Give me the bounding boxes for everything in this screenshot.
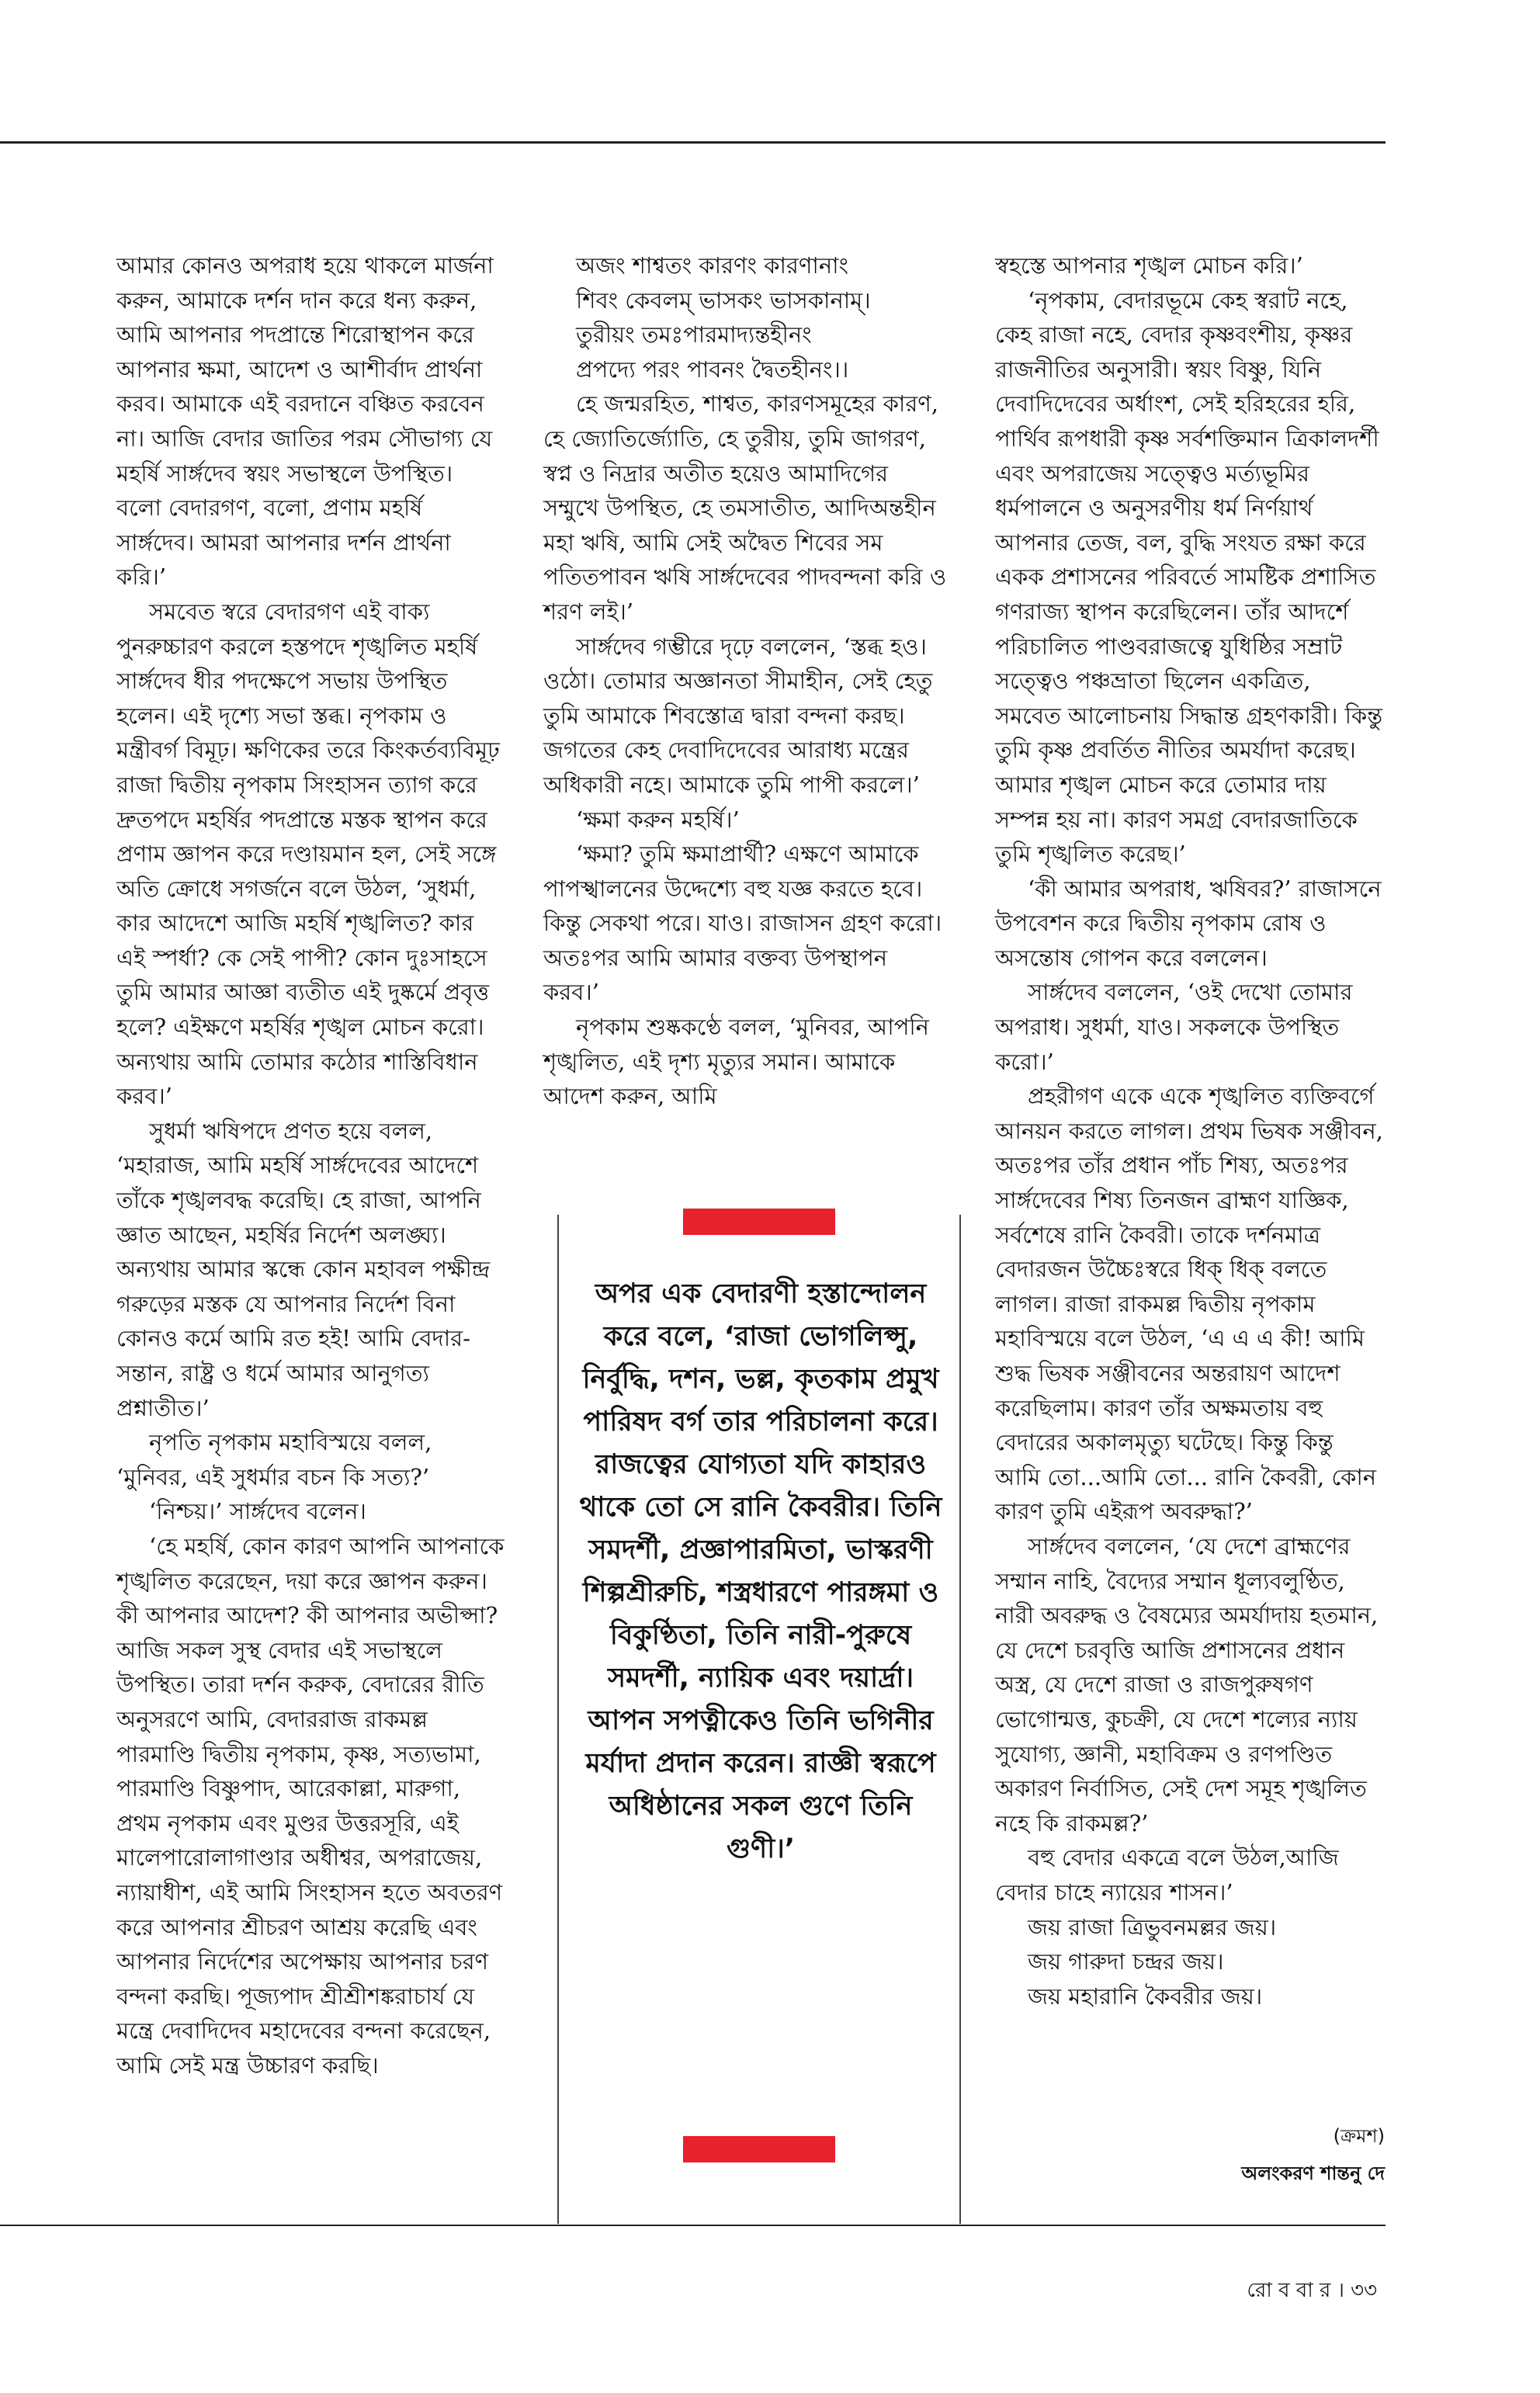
- paragraph: প্রহরীগণ একে একে শৃঙ্খলিত ব্যক্তিবর্গে আনয়ন করতে লাগল। প্রথম ভিষক সঞ্জীবন, অতঃপর তাঁর প্রধান পাঁচ শিষ্য, অতঃপর সার্ঙ্গদেবের শিষ্য তিনজন ব্রাহ্মণ যাজ্ঞিক, সর্বশেষে রানি কৈবরী। তাকে দর্শনমাত্র বেদারজন উচ্চৈঃস্বরে ধিক্‌ ধিক্‌ বলতে লাগল। রাজা রাকমল্ল দ্বিতীয় নৃপকাম মহাবিস্ময়ে বলে উঠল, ‘এ এ এ কী! আমি শুদ্ধ ভিষক সঞ্জীবনের অন্তরায়ণ আদেশ করেছিলাম। কারণ তাঁর অক্ষমতায় বহু বেদারের অকালমৃত্যু ঘটেছে। কিন্তু কিন্তু আমি তো...আমি তো... রানি কৈবরী, কোন কারণ তুমি এইরূপ অবরুদ্ধা?’: [995, 1083, 1383, 1525]
- pullquote-left-rule: [557, 1215, 559, 2224]
- verse-line: তুরীয়ং তমঃপারমাদ্যন্তহীনং: [576, 321, 812, 349]
- paragraph: ‘নিশ্চয়।’ সার্ঙ্গদেব বলেন।: [149, 1498, 366, 1525]
- paragraph: হে জন্মরহিত, শাশ্বত, কারণসমূহের কারণ, হে জ্যোতির্জ্যোতি, হে তুরীয়, তুমি জাগরণ, স্বপ্ন ও নিদ্রার অতীত হয়েও আমাদিগের সম্মুখে উপস্থিত, হে তমসাতীত, আদিঅন্তহীন মহা ঋষি, আমি সেই অদ্বৈত শিবের সম পতিতপাবন ঋষি সার্ঙ্গদেবের পাদবন্দনা করি ও শরণ লই।’: [543, 390, 947, 625]
- column-3: [995, 248, 1383, 2013]
- column-1: [116, 248, 505, 2083]
- paragraph: সুধর্মা ঋষিপদে প্রণত হয়ে বলল, ‘মহারাজ, আমি মহর্ষি সার্ঙ্গদেবের আদেশে তাঁকে শৃঙ্খলবদ্ধ করেছি। হে রাজা, আপনি জ্ঞাত আছেন, মহর্ষির নির্দেশ অলঙ্ঘ্য। অন্যথায় আমার স্কন্ধে কোন মহাবল পক্ষীন্দ্র গরুড়ের মস্তক যে আপনার নির্দেশ বিনা কোনও কর্মে আমি রত হই! আমি বেদার-সন্তান, রাষ্ট্র ও ধর্মে আমার আনুগত্য প্রশ্নাতীত।’: [116, 1117, 491, 1421]
- paragraph: বহু বেদার একত্রে বলে উঠল,আজি বেদার চাহে ন্যায়ের শাসন।’: [995, 1844, 1339, 1906]
- page-footer: রো ব বা র । ৩৩: [1247, 2279, 1377, 2302]
- pullquote-top-bar: [683, 1209, 835, 1235]
- verse-line: অজং শাশ্বতং কারণং কারণানাং: [576, 252, 849, 279]
- paragraph: নৃপকাম শুষ্ককণ্ঠে বলল, ‘মুনিবর, আপনি শৃঙ্খলিত, এই দৃশ্য মৃত্যুর সমান। আমাকে আদেশ করুন, আমি: [543, 1014, 929, 1110]
- slogan: জয় গারুদা চন্দ্রর জয়।: [1028, 1948, 1224, 1975]
- pullquote-bottom-bar: [683, 2136, 835, 2162]
- paragraph: ‘কী আমার অপরাধ, ঋষিবর?’ রাজাসনে উপবেশন করে দ্বিতীয় নৃপকাম রোষ ও অসন্তোষ গোপন করে বললেন।: [995, 875, 1382, 971]
- bottom-rule: [0, 2225, 1386, 2226]
- paragraph: সার্ঙ্গদেব গম্ভীরে দৃঢ়ে বললেন, ‘স্তব্ধ হও। ওঠো। তোমার অজ্ঞানতা সীমাহীন, সেই হেতু তুমি আমাকে শিবস্তোত্র দ্বারা বন্দনা করছ। জগতের কেহ দেবাদিদেবের আরাধ্য মন্ত্রের অধিকারী নহে। আমাকে তুমি পাপী করলে।’: [543, 633, 933, 798]
- verse-line: শিবং কেবলম্ ভাসকং ভাসকানাম্।: [576, 286, 871, 314]
- verse-line: প্রপদ্যে পরং পাবনং দ্বৈতহীনং।।: [576, 355, 849, 383]
- column-2: [543, 248, 947, 1114]
- illustration-credit: অলংকরণ শান্তনু দে: [1241, 2162, 1385, 2184]
- pullquote-right-rule: [959, 1215, 961, 2224]
- paragraph: নৃপতি নৃপকাম মহাবিস্ময়ে বলল, ‘মুনিবর, এই সুধর্মার বচন কি সত্য?’: [116, 1429, 432, 1490]
- paragraph: ‘ক্ষমা? তুমি ক্ষমাপ্রার্থী? এক্ষণে আমাকে পাপস্খালনের উদ্দেশ্যে বহু যজ্ঞ করতে হবে। কিন্তু সেকথা পরে। যাও। রাজাসন গ্রহণ করো। অতঃপর আমি আমার বক্তব্য উপস্থাপন করব।’: [543, 841, 942, 1006]
- paragraph: সার্ঙ্গদেব বললেন, ‘ওই দেখো তোমার অপরাধ। সুধর্মা, যাও। সকলকে উপস্থিত করো।’: [995, 979, 1353, 1075]
- top-rule: [0, 141, 1386, 144]
- paragraph: ‘হে মহর্ষি, কোন কারণ আপনি আপনাকে শৃঙ্খলিত করেছেন, দয়া করে জ্ঞাপন করুন। কী আপনার আদেশ? কী আপনার অভীপ্সা? আজি সকল সুস্থ বেদার এই সভাস্থলে উপস্থিত। তারা দর্শন করুক, বেদারের রীতি অনুসরণে আমি, বেদাররাজ রাকমল্ল পারমাণ্ডি দ্বিতীয় নৃপকাম, কৃষ্ণ, সত্যভামা, পারমাণ্ডি বিষ্ণুপাদ, আরেকাল্লা, মারুগা, প্রথম নৃপকাম এবং মুণ্ডর উত্তরসূরি, এই মালেপারোলাগাণ্ডার অধীশ্বর, অপরাজেয়, ন্যায়াধীশ, এই আমি সিংহাসন হতে অবতরণ করে আপনার শ্রীচরণ আশ্রয় করেছি এবং আপনার নির্দেশের অপেক্ষায় আপনার চরণ বন্দনা করছি। পূজ্যপাদ শ্রীশ্রীশঙ্করাচার্য যে মন্ত্রে দেবাদিদেব মহাদেবের বন্দনা করেছেন, আমি সেই মন্ত্র উচ্চারণ করছি।: [116, 1532, 505, 2079]
- paragraph: স্বহস্তে আপনার শৃঙ্খল মোচন করি।’: [995, 252, 1303, 279]
- paragraph: ‘ক্ষমা করুন মহর্ষি।’: [576, 806, 740, 833]
- pullquote: অপর এক বেদারণী হস্তান্দোলন করে বলে, ‘রাজা ভোগলিপ্সু, নির্বুদ্ধি, দশন, ভল্ল, কৃতকাম প্রমুখ পারিষদ বর্গ তার পরিচালনা করে। রাজত্বের যোগ্যতা যদি কাহারও থাকে তো সে রানি কৈবরীর। তিনি সমদর্শী, প্রজ্ঞাপারমিতা, ভাস্করণী শিল্পশ্রীরুচি, শস্ত্রধারণে পারঙ্গমা ও বিকুণ্ঠিতা, তিনি নারী-পুরুষে সমদর্শী, ন্যায়িক এবং দয়ার্দ্রা। আপন সপত্নীকেও তিনি ভগিনীর মর্যাদা প্রদান করেন। রাজ্ঞী স্বরূপে অধিষ্ঠানের সকল গুণে তিনি গুণী।’: [579, 1278, 942, 1864]
- paragraph: ‘নৃপকাম, বেদারভূমে কেহ স্বরাট নহে, কেহ রাজা নহে, বেদার কৃষ্ণবংশীয়, কৃষ্ণর রাজনীতির অনুসারী। স্বয়ং বিষ্ণু, যিনি দেবাদিদেবের অর্ধাংশ, সেই হরিহরের হরি, পার্থিব রূপধারী কৃষ্ণ সর্বশক্তিমান ত্রিকালদর্শী এবং অপরাজেয় সত্ত্বেও মর্ত্যভূমির ধর্মপালনে ও অনুসরণীয় ধর্ম নির্ণয়ার্থ আপনার তেজ, বল, বুদ্ধি সংযত রক্ষা করে একক প্রশাসনের পরিবর্তে সামষ্টিক প্রশাসিত গণরাজ্য স্থাপন করেছিলেন। তাঁর আদর্শে পরিচালিত পাণ্ডবরাজত্বে যুধিষ্ঠির সম্রাট সত্ত্বেও পঞ্চভ্রাতা ছিলেন একত্রিত, সমবেত আলোচনায় সিদ্ধান্ত গ্রহণকারী। কিন্তু তুমি কৃষ্ণ প্রবর্তিত নীতির অমর্যাদা করেছ। আমার শৃঙ্খল মোচন করে তোমার দায় সম্পন্ন হয় না। কারণ সমগ্র বেদারজাতিকে তুমি শৃঙ্খলিত করেছ।’: [995, 286, 1383, 868]
- paragraph: সার্ঙ্গদেব বললেন, ‘যে দেশে ব্রাহ্মণের সম্মান নাহি, বৈদ্যের সম্মান ধূল্যবলুণ্ঠিত, নারী অবরুদ্ধ ও বৈষম্যের অমর্যাদায় হতমান, যে দেশে চরবৃত্তি আজি প্রশাসনের প্রধান অস্ত্র, যে দেশে রাজা ও রাজপুরুষগণ ভোগোন্মত্ত, কুচক্রী, যে দেশে শল্যের ন্যায় সুযোগ্য, জ্ঞানী, মহাবিক্রম ও রণপণ্ডিত অকারণ নির্বাসিত, সেই দেশ সমূহ শৃঙ্খলিত নহে কি রাকমল্ল?’: [995, 1532, 1379, 1836]
- slogan: জয় মহারানি কৈবরীর জয়।: [1028, 1982, 1263, 2010]
- paragraph: আমার কোনও অপরাধ হয়ে থাকলে মার্জনা করুন, আমাকে দর্শন দান করে ধন্য করুন, আমি আপনার পদপ্রান্তে শিরোস্থাপন করে আপনার ক্ষমা, আদেশ ও আশীর্বাদ প্রার্থনা করব। আমাকে এই বরদানে বঞ্চিত করবেন না। আজি বেদার জাতির পরম সৌভাগ্য যে মহর্ষি সার্ঙ্গদেব স্বয়ং সভাস্থলে উপস্থিত। বলো বেদারগণ, বলো, প্রণাম মহর্ষি সার্ঙ্গদেব। আমরা আপনার দর্শন প্রার্থনা করি।’: [116, 252, 494, 591]
- slogan: জয় রাজা ত্রিভুবনমল্লর জয়।: [1028, 1913, 1277, 1940]
- to-be-continued: (ক্রমশ): [1333, 2125, 1385, 2147]
- paragraph: সমবেত স্বরে বেদারগণ এই বাক্য পুনরুচ্চারণ করলে হস্তপদে শৃঙ্খলিত মহর্ষি সার্ঙ্গদেব ধীর পদক্ষেপে সভায় উপস্থিত হলেন। এই দৃশ্যে সভা স্তব্ধ। নৃপকাম ও মন্ত্রীবর্গ বিমূঢ়। ক্ষণিকের তরে কিংকর্তব্যবিমূঢ় রাজা দ্বিতীয় নৃপকাম সিংহাসন ত্যাগ করে দ্রুতপদে মহর্ষির পদপ্রান্তে মস্তক স্থাপন করে প্রণাম জ্ঞাপন করে দণ্ডায়মান হল, সেই সঙ্গে অতি ক্রোধে সগর্জনে বলে উঠল, ‘সুধর্মা, কার আদেশে আজি মহর্ষি শৃঙ্খলিত? কার এই স্পর্ধা? কে সেই পাপী? কোন দুঃসাহসে তুমি আমার আজ্ঞা ব্যতীত এই দুষ্কর্মে প্রবৃত্ত হলে? এইক্ষণে মহর্ষির শৃঙ্খল মোচন করো। অন্যথায় আমি তোমার কঠোর শাস্তিবিধান করব।’: [116, 598, 500, 1110]
